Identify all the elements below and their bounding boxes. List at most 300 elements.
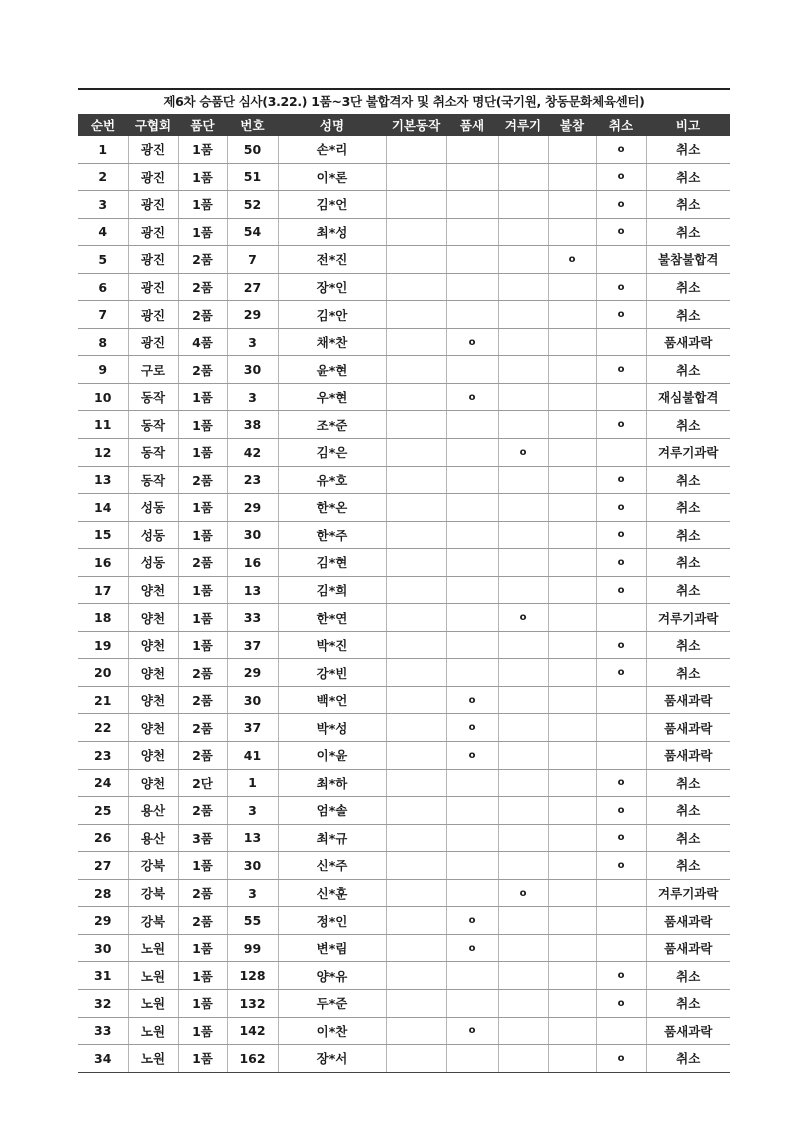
cell-basic-mark [386,769,446,797]
cell-absent-mark [548,742,596,770]
cell-sparring-mark [498,576,548,604]
cell-note: 취소 [646,466,730,494]
cell-poomsae-mark [446,466,498,494]
cell-basic-mark [386,549,446,577]
cell-note: 취소 [646,989,730,1017]
cell-name: 신*훈 [278,879,386,907]
cell-sparring-mark [498,191,548,219]
cell-name: 김*현 [278,549,386,577]
table-row [78,383,730,411]
table-row [78,989,730,1017]
cell-seq: 11 [78,411,128,439]
cell-absent-mark [548,191,596,219]
table-row [78,576,730,604]
cell-sparring-mark [498,824,548,852]
cell-absent-mark [548,218,596,246]
cell-note: 취소 [646,659,730,687]
cell-rank: 1품 [178,989,227,1017]
cell-rank: 2품 [178,273,227,301]
cell-name: 한*연 [278,604,386,632]
cell-cancel-mark: o [596,1045,646,1073]
cell-rank: 1품 [178,1017,227,1045]
cell-cancel-mark: o [596,191,646,219]
cell-poomsae-mark [446,549,498,577]
header-poomsae: 품새 [446,114,498,136]
cell-cancel-mark [596,879,646,907]
cell-basic-mark [386,521,446,549]
cell-poomsae-mark [446,191,498,219]
cell-number: 38 [227,411,278,439]
cell-association: 양천 [128,659,178,687]
cell-seq: 6 [78,273,128,301]
cell-note: 취소 [646,356,730,384]
cell-association: 광진 [128,301,178,329]
cell-number: 162 [227,1045,278,1073]
cell-rank: 2품 [178,907,227,935]
cell-name: 김*언 [278,191,386,219]
header-cancel: 취소 [596,114,646,136]
table-row [78,411,730,439]
cell-absent-mark [548,852,596,880]
cell-seq: 30 [78,934,128,962]
cell-number: 142 [227,1017,278,1045]
cell-basic-mark [386,1045,446,1073]
cell-sparring-mark [498,383,548,411]
cell-seq: 34 [78,1045,128,1073]
cell-name: 유*호 [278,466,386,494]
cell-poomsae-mark [446,1045,498,1073]
table-row [78,824,730,852]
cell-association: 양천 [128,686,178,714]
cell-name: 이*윤 [278,742,386,770]
cell-number: 13 [227,824,278,852]
cell-note: 불참불합격 [646,246,730,274]
cell-sparring-mark [498,328,548,356]
cell-cancel-mark [596,742,646,770]
cell-poomsae-mark [446,439,498,467]
cell-rank: 1품 [178,631,227,659]
cell-sparring-mark [498,852,548,880]
table-row [78,742,730,770]
cell-number: 30 [227,356,278,384]
cell-absent-mark [548,714,596,742]
cell-sparring-mark [498,136,548,163]
cell-number: 41 [227,742,278,770]
cell-association: 동작 [128,439,178,467]
cell-name: 박*진 [278,631,386,659]
cell-cancel-mark: o [596,797,646,825]
cell-note: 취소 [646,136,730,163]
cell-basic-mark [386,686,446,714]
cell-basic-mark [386,631,446,659]
cell-absent-mark [548,494,596,522]
cell-poomsae-mark [446,246,498,274]
header-seq: 순번 [78,114,128,136]
cell-name: 이*찬 [278,1017,386,1045]
cell-seq: 4 [78,218,128,246]
cell-sparring-mark [498,494,548,522]
cell-name: 윤*현 [278,356,386,384]
cell-cancel-mark: o [596,824,646,852]
cell-name: 한*온 [278,494,386,522]
cell-note: 품새과락 [646,907,730,935]
cell-seq: 3 [78,191,128,219]
table-row [78,521,730,549]
cell-number: 27 [227,273,278,301]
cell-name: 최*성 [278,218,386,246]
cell-name: 김*안 [278,301,386,329]
cell-basic-mark [386,383,446,411]
table-row [78,1017,730,1045]
cell-absent-mark [548,686,596,714]
cell-association: 광진 [128,246,178,274]
table-row [78,328,730,356]
table-row [78,549,730,577]
table-row [78,686,730,714]
cell-association: 양천 [128,714,178,742]
cell-absent-mark [548,907,596,935]
table-row [78,494,730,522]
table-row [78,246,730,274]
cell-poomsae-mark [446,962,498,990]
cell-association: 양천 [128,769,178,797]
cell-sparring-mark [498,246,548,274]
cell-absent-mark [548,989,596,1017]
cell-rank: 2품 [178,714,227,742]
cell-rank: 2품 [178,797,227,825]
cell-rank: 2단 [178,769,227,797]
cell-association: 강북 [128,852,178,880]
cell-number: 1 [227,769,278,797]
cell-name: 백*언 [278,686,386,714]
cell-number: 16 [227,549,278,577]
table-row [78,962,730,990]
cell-name: 신*주 [278,852,386,880]
cell-basic-mark [386,218,446,246]
table-row [78,934,730,962]
cell-number: 30 [227,852,278,880]
cell-absent-mark [548,301,596,329]
cell-rank: 2품 [178,301,227,329]
cell-name: 변*림 [278,934,386,962]
cell-sparring-mark [498,1045,548,1073]
cell-rank: 1품 [178,136,227,163]
cell-number: 3 [227,328,278,356]
header-association: 구협회 [128,114,178,136]
table-row [78,301,730,329]
table-row [78,356,730,384]
cell-name: 장*인 [278,273,386,301]
cell-rank: 2품 [178,742,227,770]
cell-number: 33 [227,604,278,632]
cell-sparring-mark [498,907,548,935]
cell-note: 겨루기과락 [646,604,730,632]
cell-seq: 22 [78,714,128,742]
cell-note: 취소 [646,852,730,880]
table-row [78,604,730,632]
cell-name: 두*준 [278,989,386,1017]
cell-rank: 1품 [178,411,227,439]
cell-absent-mark [548,824,596,852]
cell-name: 채*찬 [278,328,386,356]
cell-seq: 12 [78,439,128,467]
cell-seq: 5 [78,246,128,274]
table-row [78,191,730,219]
cell-absent-mark [548,1045,596,1073]
cell-poomsae-mark [446,521,498,549]
cell-cancel-mark: o [596,659,646,687]
cell-sparring-mark [498,686,548,714]
cell-sparring-mark [498,163,548,191]
cell-seq: 1 [78,136,128,163]
table-body [78,136,730,1072]
cell-sparring-mark [498,301,548,329]
cell-note: 취소 [646,769,730,797]
cell-seq: 10 [78,383,128,411]
cell-absent-mark [548,934,596,962]
cell-note: 취소 [646,411,730,439]
cell-cancel-mark: o [596,218,646,246]
cell-seq: 25 [78,797,128,825]
cell-absent-mark [548,439,596,467]
cell-note: 취소 [646,1045,730,1073]
cell-number: 132 [227,989,278,1017]
cell-association: 노원 [128,989,178,1017]
cell-name: 양*유 [278,962,386,990]
header-name: 성명 [278,114,386,136]
cell-note: 품새과락 [646,686,730,714]
cell-association: 광진 [128,136,178,163]
header-number: 번호 [227,114,278,136]
table-row [78,439,730,467]
cell-basic-mark [386,797,446,825]
table-row [78,631,730,659]
cell-cancel-mark: o [596,549,646,577]
cell-association: 성동 [128,521,178,549]
cell-note: 취소 [646,273,730,301]
cell-name: 전*진 [278,246,386,274]
cell-rank: 2품 [178,466,227,494]
cell-name: 손*리 [278,136,386,163]
cell-absent-mark [548,769,596,797]
cell-poomsae-mark [446,631,498,659]
cell-number: 13 [227,576,278,604]
header-note: 비고 [646,114,730,136]
cell-absent-mark [548,521,596,549]
cell-seq: 26 [78,824,128,852]
table-row [78,907,730,935]
cell-association: 동작 [128,411,178,439]
cell-basic-mark [386,576,446,604]
cell-rank: 1품 [178,218,227,246]
cell-seq: 17 [78,576,128,604]
cell-absent-mark [548,328,596,356]
cell-basic-mark [386,934,446,962]
cell-poomsae-mark: o [446,383,498,411]
cell-absent-mark [548,879,596,907]
header-rank: 품단 [178,114,227,136]
cell-cancel-mark: o [596,301,646,329]
cell-rank: 1품 [178,576,227,604]
cell-sparring-mark: o [498,604,548,632]
cell-cancel-mark [596,383,646,411]
cell-seq: 33 [78,1017,128,1045]
table-row [78,136,730,163]
cell-association: 양천 [128,631,178,659]
cell-number: 99 [227,934,278,962]
cell-number: 7 [227,246,278,274]
cell-rank: 1품 [178,852,227,880]
cell-poomsae-mark [446,797,498,825]
cell-note: 취소 [646,494,730,522]
cell-absent-mark [548,962,596,990]
cell-rank: 2품 [178,356,227,384]
cell-rank: 3품 [178,824,227,852]
cell-cancel-mark: o [596,631,646,659]
cell-number: 51 [227,163,278,191]
cell-note: 재심불합격 [646,383,730,411]
header-basic: 기본동작 [386,114,446,136]
cell-association: 강북 [128,879,178,907]
cell-cancel-mark: o [596,136,646,163]
cell-number: 23 [227,466,278,494]
cell-name: 조*준 [278,411,386,439]
cell-poomsae-mark [446,852,498,880]
cell-sparring-mark [498,934,548,962]
cell-number: 3 [227,879,278,907]
cell-poomsae-mark [446,659,498,687]
cell-number: 55 [227,907,278,935]
cell-name: 정*인 [278,907,386,935]
cell-association: 용산 [128,797,178,825]
cell-association: 강북 [128,907,178,935]
cell-rank: 2품 [178,686,227,714]
cell-poomsae-mark [446,769,498,797]
cell-association: 양천 [128,742,178,770]
cell-absent-mark [548,659,596,687]
cell-sparring-mark [498,411,548,439]
cell-poomsae-mark [446,163,498,191]
cell-seq: 31 [78,962,128,990]
cell-basic-mark [386,356,446,384]
cell-rank: 1품 [178,191,227,219]
cell-cancel-mark: o [596,989,646,1017]
cell-cancel-mark: o [596,852,646,880]
cell-name: 최*규 [278,824,386,852]
cell-number: 3 [227,383,278,411]
table-row [78,1045,730,1073]
cell-sparring-mark [498,797,548,825]
cell-number: 128 [227,962,278,990]
cell-basic-mark [386,989,446,1017]
cell-absent-mark [548,273,596,301]
cell-poomsae-mark [446,301,498,329]
cell-poomsae-mark [446,218,498,246]
cell-number: 50 [227,136,278,163]
cell-basic-mark [386,246,446,274]
cell-association: 동작 [128,466,178,494]
cell-poomsae-mark [446,273,498,301]
cell-sparring-mark [498,989,548,1017]
cell-sparring-mark [498,1017,548,1045]
cell-name: 박*성 [278,714,386,742]
cell-note: 취소 [646,163,730,191]
cell-poomsae-mark [446,494,498,522]
cell-basic-mark [386,328,446,356]
cell-poomsae-mark [446,136,498,163]
cell-sparring-mark [498,356,548,384]
cell-seq: 29 [78,907,128,935]
table-row [78,852,730,880]
cell-seq: 8 [78,328,128,356]
cell-basic-mark [386,962,446,990]
cell-seq: 20 [78,659,128,687]
cell-rank: 1품 [178,383,227,411]
cell-cancel-mark [596,686,646,714]
table-row [78,714,730,742]
cell-seq: 7 [78,301,128,329]
cell-basic-mark [386,714,446,742]
cell-association: 양천 [128,576,178,604]
result-table [78,114,730,1073]
cell-poomsae-mark [446,879,498,907]
cell-note: 품새과락 [646,1017,730,1045]
cell-poomsae-mark: o [446,1017,498,1045]
cell-absent-mark [548,549,596,577]
cell-note: 취소 [646,576,730,604]
cell-number: 37 [227,631,278,659]
cell-basic-mark [386,301,446,329]
cell-basic-mark [386,879,446,907]
cell-note: 취소 [646,631,730,659]
cell-number: 3 [227,797,278,825]
cell-basic-mark [386,466,446,494]
cell-association: 광진 [128,163,178,191]
cell-cancel-mark: o [596,163,646,191]
cell-note: 취소 [646,191,730,219]
cell-seq: 23 [78,742,128,770]
cell-association: 노원 [128,1017,178,1045]
cell-basic-mark [386,136,446,163]
cell-note: 품새과락 [646,934,730,962]
cell-absent-mark [548,466,596,494]
cell-poomsae-mark [446,356,498,384]
cell-note: 취소 [646,549,730,577]
table-row [78,466,730,494]
cell-basic-mark [386,163,446,191]
cell-rank: 2품 [178,659,227,687]
cell-rank: 4품 [178,328,227,356]
cell-association: 노원 [128,934,178,962]
cell-rank: 1품 [178,439,227,467]
cell-sparring-mark [498,218,548,246]
cell-cancel-mark: o [596,411,646,439]
cell-association: 광진 [128,218,178,246]
cell-number: 29 [227,494,278,522]
cell-rank: 1품 [178,521,227,549]
cell-name: 장*서 [278,1045,386,1073]
cell-absent-mark [548,163,596,191]
table-row [78,163,730,191]
cell-association: 동작 [128,383,178,411]
cell-sparring-mark [498,742,548,770]
cell-association: 광진 [128,328,178,356]
table-row [78,797,730,825]
cell-note: 겨루기과락 [646,879,730,907]
cell-name: 한*주 [278,521,386,549]
table-row [78,879,730,907]
cell-absent-mark [548,576,596,604]
